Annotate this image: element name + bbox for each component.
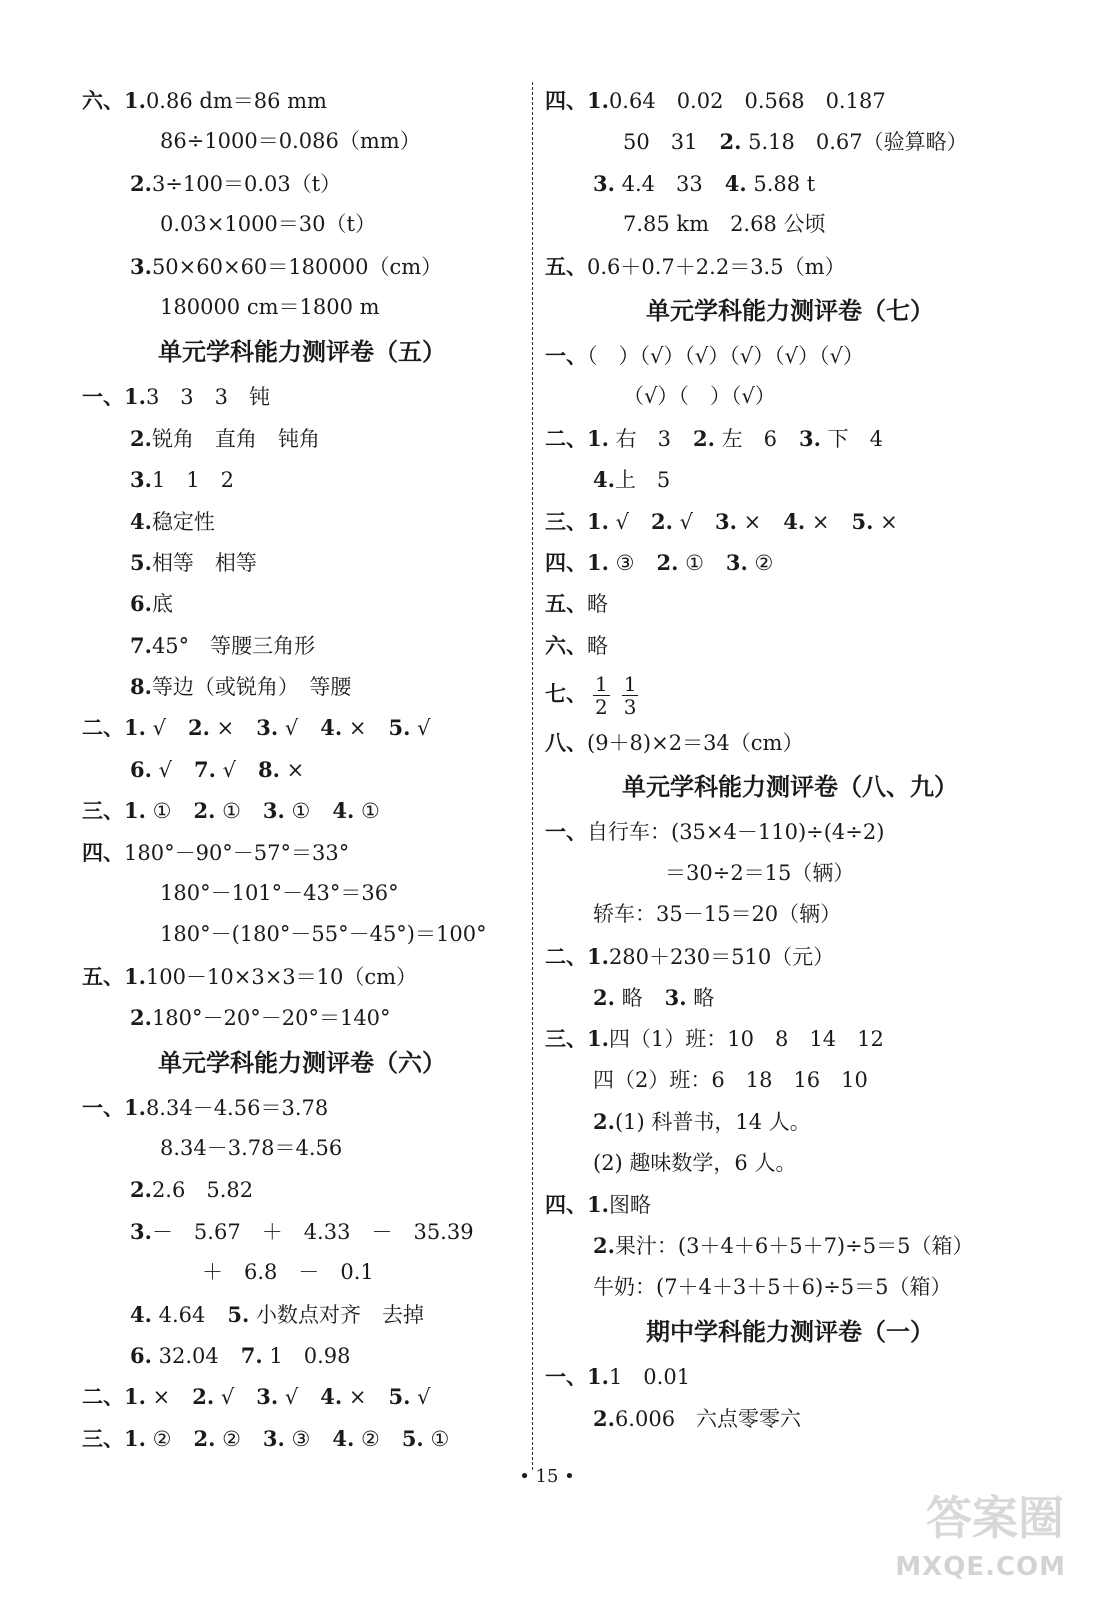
answer-text: 280＋230＝510（元） <box>608 944 835 969</box>
answer-text: 四（2）班：6 18 16 10 <box>593 1067 868 1092</box>
answer-text: 0.86 dm＝86 mm <box>145 89 327 113</box>
answer-line <box>545 335 1035 376</box>
answer-text: √ <box>284 716 299 741</box>
question-number: 五、 <box>545 253 587 279</box>
answer-item <box>192 1376 234 1418</box>
answer-text: 32.04 <box>158 1343 219 1368</box>
answer-text: × <box>286 757 305 782</box>
answer-text: 四（1）班：10 8 14 12 <box>608 1027 884 1052</box>
question-number: 2. <box>130 170 152 196</box>
answer-text: （ ）（√）（√）（√）（√）（√） <box>587 343 864 368</box>
answer-item <box>545 418 671 460</box>
answer-text: 0.64 0.02 0.568 0.187 <box>608 89 886 113</box>
answer-item <box>656 542 703 584</box>
answer-line <box>545 1143 1035 1184</box>
answer-item <box>263 1418 310 1460</box>
answer-line <box>545 501 1035 542</box>
answer-text: × <box>348 1385 367 1410</box>
question-number: 六、 <box>545 632 587 658</box>
answer-line <box>82 501 522 542</box>
answer-item <box>82 1418 171 1460</box>
answer-text: 3÷100＝0.03（t） <box>151 171 342 196</box>
question-number: 8. <box>130 674 152 700</box>
fraction <box>622 673 639 718</box>
answer-line <box>545 977 1035 1018</box>
answer-text: ① <box>360 799 380 824</box>
answer-text: √ <box>220 1385 235 1410</box>
answer-text: 3 3 3 钝 <box>145 385 271 410</box>
answer-text: （√）（ ）（√） <box>623 384 776 409</box>
answer-text: 4.64 <box>158 1302 206 1327</box>
answer-text: 50 31 <box>623 130 698 155</box>
fraction <box>593 673 610 718</box>
answer-text: ① <box>291 799 311 824</box>
question-number: 5. <box>851 508 874 534</box>
answer-line <box>82 914 522 955</box>
question-number: 四、1. <box>545 1191 609 1217</box>
answer-text: (1) 科普书，14 人。 <box>614 1110 811 1135</box>
answer-item <box>332 1418 379 1460</box>
answer-item <box>623 122 697 163</box>
answer-item <box>193 1418 240 1460</box>
watermark-logo <box>884 1480 1074 1590</box>
answer-item <box>82 790 171 832</box>
answer-line <box>82 666 522 707</box>
answer-item <box>545 542 634 584</box>
answer-text: 8.34－3.78＝4.56 <box>160 1135 343 1160</box>
answer-text: 1 1 2 <box>151 468 235 493</box>
question-number: 4. <box>320 715 343 741</box>
answer-item <box>320 707 366 749</box>
answer-text: 180°－101°－43°＝36° <box>160 881 399 906</box>
answer-line <box>545 1398 1035 1439</box>
answer-text: 50×60×60＝180000（cm） <box>151 254 443 279</box>
watermark-logo-text: 答案圈 <box>926 1491 1064 1545</box>
question-number: 六、1. <box>82 88 146 113</box>
answer-text: ③ <box>291 1426 311 1451</box>
answer-text: 180000 cm＝1800 m <box>160 294 380 319</box>
answer-text: 180°－(180°－55°－45°)＝100° <box>160 922 487 947</box>
question-number: 三、1. <box>82 1425 146 1451</box>
answer-item <box>715 501 761 543</box>
question-number: 7. <box>194 756 216 782</box>
question-number: 7. <box>240 1342 263 1368</box>
question-number: 3. <box>130 1218 152 1244</box>
answer-item <box>799 418 883 460</box>
answer-text: ② <box>222 1426 241 1451</box>
question-number: 四、1. <box>545 88 609 113</box>
answer-line <box>545 583 1035 624</box>
question-number: 一、1. <box>82 1094 146 1120</box>
answer-line <box>545 666 1035 722</box>
answer-item <box>402 1418 449 1460</box>
answer-line <box>82 376 522 417</box>
fraction-denominator: 3 <box>623 695 637 720</box>
answer-line <box>82 1169 522 1210</box>
fraction-denominator: 2 <box>595 695 608 720</box>
answer-text: 底 <box>151 592 173 617</box>
question-number: 2. <box>656 549 679 575</box>
section-heading: 单元学科能力测评卷（八、九） <box>622 772 958 802</box>
question-number: 6. <box>130 756 152 782</box>
answer-line <box>82 583 522 624</box>
answer-item <box>651 501 693 543</box>
answer-item <box>726 542 773 584</box>
question-number: 一、 <box>545 342 587 368</box>
answer-item <box>719 121 967 163</box>
section-heading: 期中学科能力测评卷（一） <box>646 1317 934 1347</box>
answer-text: 0.03×1000＝30（t） <box>160 212 376 237</box>
answer-item <box>82 1376 170 1418</box>
answer-line <box>545 163 1035 204</box>
page-number: • 15 • <box>519 1466 575 1487</box>
answer-item <box>332 790 379 832</box>
answer-line <box>82 707 522 748</box>
answer-item <box>256 1376 298 1418</box>
answer-line <box>82 1252 522 1293</box>
question-number: 3. <box>715 508 737 534</box>
answer-text: 自行车：(35×4－110)÷(4÷2) <box>587 820 885 845</box>
answer-text: 果汁：(3＋4＋6＋5＋7)÷5＝5（箱） <box>614 1234 974 1259</box>
question-number: 3. <box>799 425 821 451</box>
answer-text: 1 0.98 <box>269 1343 351 1368</box>
question-number: 3. <box>130 253 152 279</box>
answer-line <box>82 790 522 831</box>
answer-item <box>130 749 172 791</box>
answer-text: ② <box>360 1426 380 1451</box>
question-number: 3. <box>664 985 687 1011</box>
answer-item <box>320 1376 366 1418</box>
answer-line <box>82 873 522 914</box>
answer-text: 2.6 5.82 <box>151 1178 254 1203</box>
answer-text: 上 5 <box>614 468 671 493</box>
answer-item <box>783 501 829 543</box>
answer-text: ＝30÷2＝15（辆） <box>665 860 855 885</box>
watermark-site-text: MXQE.COM <box>895 1552 1066 1582</box>
question-number: 八、 <box>545 730 587 756</box>
question-number: 七、 <box>545 681 587 707</box>
answer-text: 锐角 直角 钝角 <box>151 426 320 451</box>
answer-text: 180°－20°－20°＝140° <box>151 1006 391 1031</box>
section-heading: 单元学科能力测评卷（七） <box>646 295 934 325</box>
question-number: 5. <box>401 1425 424 1451</box>
answer-item <box>665 977 715 1019</box>
question-number: 四、1. <box>545 549 609 575</box>
answer-text: √ <box>152 716 167 741</box>
question-number: 6. <box>130 591 152 617</box>
answer-line <box>545 1018 1035 1059</box>
answer-text: √ <box>222 757 237 782</box>
answer-text: ① <box>430 1426 450 1451</box>
answer-line <box>545 459 1035 500</box>
answer-item <box>256 707 298 749</box>
answer-text: 等边（或锐角） 等腰 <box>151 675 352 700</box>
answer-line <box>82 625 522 666</box>
answer-text: 稳定性 <box>151 509 215 534</box>
question-number: 7. <box>130 632 152 658</box>
answer-item <box>593 163 703 205</box>
question-number: 二、1. <box>545 425 609 451</box>
question-number: 四、 <box>82 839 124 865</box>
answer-line <box>545 1101 1035 1142</box>
answer-item <box>263 790 310 832</box>
question-number: 3. <box>262 1425 285 1451</box>
answer-text: 8.34－4.56＝3.78 <box>145 1095 329 1120</box>
answer-item <box>389 707 431 749</box>
question-number: 五、 <box>545 591 587 617</box>
question-number: 4. <box>593 467 615 493</box>
answer-text: 86÷1000＝0.086（mm） <box>160 129 421 154</box>
answer-line <box>82 1087 522 1128</box>
answer-item <box>241 1335 351 1377</box>
answer-text: 7.85 km 2.68 公顷 <box>623 212 826 237</box>
answer-text: √ <box>679 509 694 534</box>
answer-text: × <box>152 1385 171 1410</box>
question-number: 2. <box>130 425 152 451</box>
question-number: 一、 <box>545 819 587 845</box>
answer-line <box>82 542 522 583</box>
question-number: 一、1. <box>82 384 146 410</box>
answer-item <box>194 749 236 791</box>
answer-line <box>82 287 522 328</box>
answer-line <box>82 246 522 287</box>
question-number: 4. <box>332 798 355 824</box>
answer-line <box>82 749 522 790</box>
question-number: 5. <box>388 715 411 741</box>
answer-item <box>130 1294 205 1336</box>
question-number: 4. <box>783 508 806 534</box>
answer-line <box>82 163 522 204</box>
answer-line <box>82 1418 522 1459</box>
answer-line <box>545 204 1035 245</box>
question-number: 3. <box>593 170 615 196</box>
answer-text: 略 <box>693 986 715 1011</box>
question-number: 8. <box>258 756 280 782</box>
answer-item <box>130 1335 219 1377</box>
answer-text: × <box>743 509 762 534</box>
answer-text: × <box>811 509 830 534</box>
answer-text: 5.88 t <box>753 171 816 196</box>
answer-text: 左 6 <box>721 426 777 451</box>
answer-line <box>545 1225 1035 1266</box>
answer-line <box>82 956 522 997</box>
answer-text: 4.4 33 <box>621 171 703 196</box>
answer-text: √ <box>615 509 630 534</box>
question-number: 3. <box>256 1384 279 1410</box>
answer-text: 180°－90°－57°＝33° <box>124 840 350 865</box>
question-number: 2. <box>193 798 216 824</box>
answer-text: × <box>216 716 235 741</box>
question-number: 五、1. <box>82 963 146 989</box>
answer-line <box>545 1060 1035 1101</box>
answer-text: 轿车：35－15＝20（辆） <box>593 902 842 927</box>
question-number: 5. <box>227 1301 250 1327</box>
answer-item <box>389 1376 431 1418</box>
answer-text: 略 <box>587 633 608 658</box>
answer-text: (2) 趣味数学，6 人。 <box>593 1150 797 1175</box>
question-number: 二、1. <box>82 715 146 741</box>
question-number: 二、1. <box>82 1384 146 1410</box>
answer-line <box>82 1128 522 1169</box>
question-number: 3. <box>130 467 152 493</box>
answer-text: ② <box>152 1426 172 1451</box>
answer-line <box>82 204 522 245</box>
answer-item <box>693 418 777 460</box>
answer-line <box>82 1294 522 1335</box>
answer-line <box>82 997 522 1038</box>
answer-text: 下 4 <box>827 426 883 451</box>
answer-text: － 5.67 ＋ 4.33 － 35.39 <box>151 1219 474 1244</box>
answer-line <box>545 625 1035 666</box>
answer-line <box>545 894 1035 935</box>
question-number: 2. <box>188 715 210 741</box>
question-number: 2. <box>193 1425 216 1451</box>
answer-text: 相等 相等 <box>151 550 257 575</box>
answer-item <box>852 501 898 543</box>
answer-line <box>545 1356 1035 1397</box>
answer-text: 100－10×3×3＝10（cm） <box>145 964 418 989</box>
answer-item <box>545 501 629 543</box>
question-number: 2. <box>192 1384 215 1410</box>
question-number: 2. <box>593 1109 615 1135</box>
question-number: 5. <box>388 1384 411 1410</box>
answer-item <box>258 749 304 791</box>
answer-line <box>82 121 522 162</box>
question-number: 4. <box>130 508 152 534</box>
question-number: 三、1. <box>545 1026 609 1052</box>
answer-line <box>545 1267 1035 1308</box>
answer-text: 45° 等腰三角形 <box>151 633 316 658</box>
answer-line <box>82 1211 522 1252</box>
question-number: 4. <box>320 1384 343 1410</box>
question-number: 2. <box>593 1405 615 1431</box>
question-number: 2. <box>693 425 715 451</box>
fraction-numerator: 1 <box>623 672 637 697</box>
answer-text: ＋ 6.8 － 0.1 <box>202 1260 374 1285</box>
answer-text: × <box>348 716 367 741</box>
answer-text: ① <box>152 799 172 824</box>
question-number: 3. <box>725 549 748 575</box>
answer-line <box>545 246 1035 287</box>
question-number: 5. <box>130 549 152 575</box>
answer-line <box>545 376 1035 417</box>
answer-item <box>227 1294 424 1336</box>
answer-line <box>82 80 522 121</box>
answer-line <box>545 121 1035 162</box>
answer-line <box>545 811 1035 852</box>
question-number: 2. <box>593 1233 615 1259</box>
answer-line <box>545 80 1035 121</box>
answer-text: 小数点对齐 去掉 <box>256 1302 425 1327</box>
answer-text: 右 3 <box>615 426 671 451</box>
column-divider <box>532 82 533 1470</box>
answer-text: √ <box>417 716 431 741</box>
answer-text: 5.18 0.67（验算略） <box>748 130 968 155</box>
question-number: 二、1. <box>545 943 609 969</box>
answer-text: ① <box>685 550 704 575</box>
section-heading: 单元学科能力测评卷（六） <box>158 1047 446 1077</box>
question-number: 3. <box>256 715 279 741</box>
answer-line <box>545 418 1035 459</box>
left-column <box>82 80 522 1459</box>
right-column <box>545 80 1035 1439</box>
question-number: 4. <box>130 1301 152 1327</box>
answer-text: √ <box>417 1385 431 1410</box>
answer-text: √ <box>158 757 173 782</box>
answer-text: 6.006 六点零零六 <box>614 1406 802 1431</box>
question-number: 4. <box>724 170 747 196</box>
question-number: 3. <box>262 798 285 824</box>
answer-text: (9＋8)×2＝34（cm） <box>587 731 804 756</box>
answer-line <box>545 936 1035 977</box>
question-number: 4. <box>332 1425 355 1451</box>
fraction-numerator: 1 <box>595 672 608 697</box>
answer-line <box>82 832 522 873</box>
question-number: 6. <box>130 1342 152 1368</box>
answer-text: 0.6＋0.7＋2.2＝3.5（m） <box>587 254 846 279</box>
question-number: 三、1. <box>545 508 609 534</box>
answer-line <box>82 1376 522 1417</box>
answer-line <box>545 542 1035 583</box>
answer-text: 牛奶：(7＋4＋3＋5＋6)÷5＝5（箱） <box>593 1274 952 1299</box>
section-heading: 单元学科能力测评卷（五） <box>158 337 446 367</box>
answer-line <box>545 722 1035 763</box>
answer-text: 1 0.01 <box>608 1365 691 1390</box>
answer-text: √ <box>284 1385 299 1410</box>
answer-line <box>82 459 522 500</box>
answer-text: ① <box>222 799 241 824</box>
question-number: 2. <box>651 508 673 534</box>
answer-line <box>545 1184 1035 1225</box>
answer-text: ③ <box>615 550 635 575</box>
question-number: 2. <box>130 1177 152 1203</box>
answer-line <box>82 1335 522 1376</box>
answer-line <box>545 853 1035 894</box>
answer-text: 略 <box>587 592 608 617</box>
answer-item <box>193 790 240 832</box>
answer-item <box>593 977 643 1019</box>
question-number: 一、1. <box>545 1364 609 1390</box>
answer-text: ② <box>754 550 774 575</box>
answer-item <box>188 707 234 749</box>
answer-item <box>82 707 166 749</box>
question-number: 三、1. <box>82 798 146 824</box>
answer-text: 图略 <box>608 1192 651 1217</box>
answer-line <box>82 418 522 459</box>
answer-item <box>725 163 816 205</box>
question-number: 2. <box>593 985 615 1011</box>
answer-text: × <box>880 509 898 534</box>
answer-text: 略 <box>621 986 643 1011</box>
question-number: 2. <box>719 129 742 155</box>
question-number: 2. <box>130 1005 152 1031</box>
